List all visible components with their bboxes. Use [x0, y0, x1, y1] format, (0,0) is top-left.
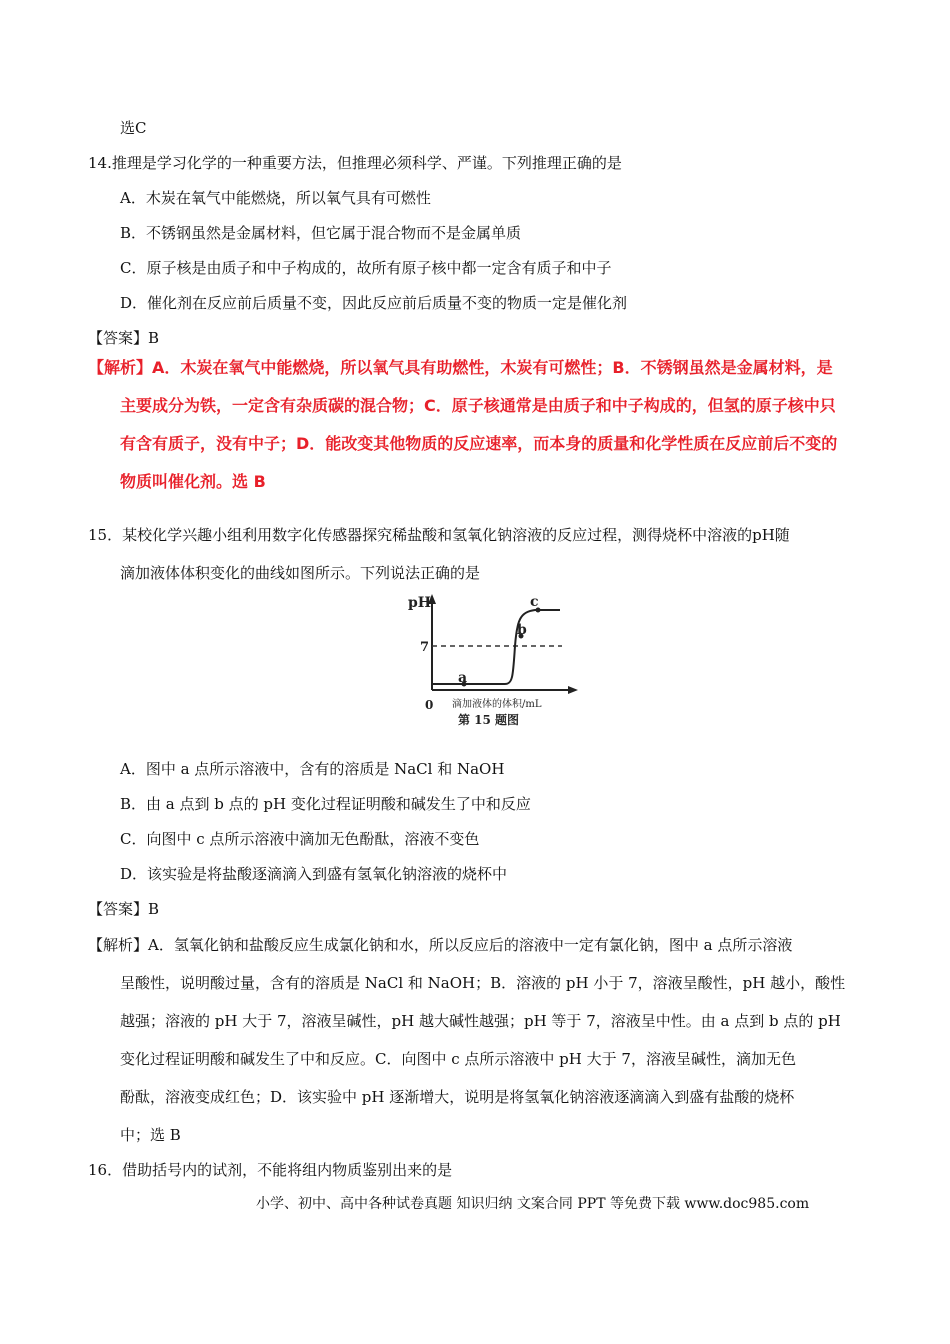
q14-analysis-line-4: 物质叫催化剂。选 B	[120, 472, 266, 491]
x-axis-label: 滴加液体的体积/mL	[452, 699, 542, 710]
q15-analysis-line-6: 中；选 B	[120, 1126, 181, 1144]
origin-label: 0	[425, 698, 434, 712]
q15-option-a: A．图中 a 点所示溶液中，含有的溶质是 NaCl 和 NaOH	[120, 760, 505, 778]
q14-stem: 14.推理是学习化学的一种重要方法，但推理必须科学、严谨。下列推理正确的是	[88, 154, 622, 172]
q14-analysis-line-1: 【解析】A．木炭在氧气中能燃烧，所以氧气具有助燃性，木炭有可燃性；B．不锈钢虽然是金属材料，是	[88, 358, 833, 377]
q15-analysis-line-5: 酚酞，溶液变成红色；D．该实验中 pH 逐渐增大，说明是将氢氧化钠溶液逐滴滴入到盛有盐酸的烧杯	[120, 1088, 795, 1106]
x-axis-arrow	[568, 686, 578, 694]
ph-curve	[432, 610, 560, 684]
figure-caption: 第 15 题图	[458, 713, 520, 727]
q14-option-b: B．不锈钢虽然是金属材料，但它属于混合物而不是金属单质	[120, 224, 522, 242]
q15-analysis-line-2: 呈酸性，说明酸过量，含有的溶质是 NaCl 和 NaOH；B．溶液的 pH 小于 7，溶液呈酸性，pH 越小，酸性	[120, 974, 846, 992]
y-axis-label: pH	[408, 595, 432, 611]
ph7-label: 7	[420, 640, 430, 655]
q14-answer: 【答案】B	[88, 329, 160, 347]
q15-analysis-line-4: 变化过程证明酸和碱发生了中和反应。C．向图中 c 点所示溶液中 pH 大于 7，溶液呈碱性，滴加无色	[120, 1050, 796, 1068]
q15-option-c: C．向图中 c 点所示溶液中滴加无色酚酞，溶液不变色	[120, 830, 480, 848]
point-c-label: c	[530, 594, 539, 610]
q15-option-b: B．由 a 点到 b 点的 pH 变化过程证明酸和碱发生了中和反应	[120, 795, 531, 813]
q14-analysis-line-3: 有含有质子，没有中子；D．能改变其他物质的反应速率，而本身的质量和化学性质在反应前后不变的	[120, 434, 838, 453]
point-a-label: a	[458, 670, 468, 686]
q14-option-a: A．木炭在氧气中能燃烧，所以氧气具有可燃性	[120, 189, 431, 207]
ph-curve-figure	[400, 590, 600, 730]
q15-analysis-line-3: 越强；溶液的 pH 大于 7，溶液呈碱性，pH 越大碱性越强；pH 等于 7，溶液呈中性。由 a 点到 b 点的 pH	[120, 1012, 841, 1030]
q15-analysis-line-1: 【解析】A．氢氧化钠和盐酸反应生成氯化钠和水，所以反应后的溶液中一定有氯化钠，图中 a 点所示溶液	[88, 936, 793, 954]
page-footer: 小学、初中、高中各种试卷真题 知识归纳 文案合同 PPT 等免费下载 www.doc985.com	[256, 1196, 810, 1212]
q14-option-c: C．原子核是由质子和中子构成的，故所有原子核中都一定含有质子和中子	[120, 259, 612, 277]
point-b-label: b	[517, 622, 527, 638]
q14-analysis-line-2: 主要成分为铁，一定含有杂质碳的混合物；C．原子核通常是由质子和中子构成的，但氢的原子核中只	[120, 396, 836, 415]
q15-answer: 【答案】B	[88, 900, 160, 918]
q14-option-d: D．催化剂在反应前后质量不变，因此反应前后质量不变的物质一定是催化剂	[120, 294, 628, 312]
q15-option-d: D．该实验是将盐酸逐滴滴入到盛有氢氧化钠溶液的烧杯中	[120, 865, 508, 883]
q16-stem: 16．借助括号内的试剂，不能将组内物质鉴别出来的是	[88, 1161, 453, 1179]
q15-stem-line-1: 15．某校化学兴趣小组利用数字化传感器探究稀盐酸和氢氧化钠溶液的反应过程，测得烧杯中溶液的pH随	[88, 526, 790, 544]
prev-answer-tail: 选C	[120, 119, 147, 137]
q15-stem-line-2: 滴加液体体积变化的曲线如图所示。下列说法正确的是	[120, 564, 481, 582]
